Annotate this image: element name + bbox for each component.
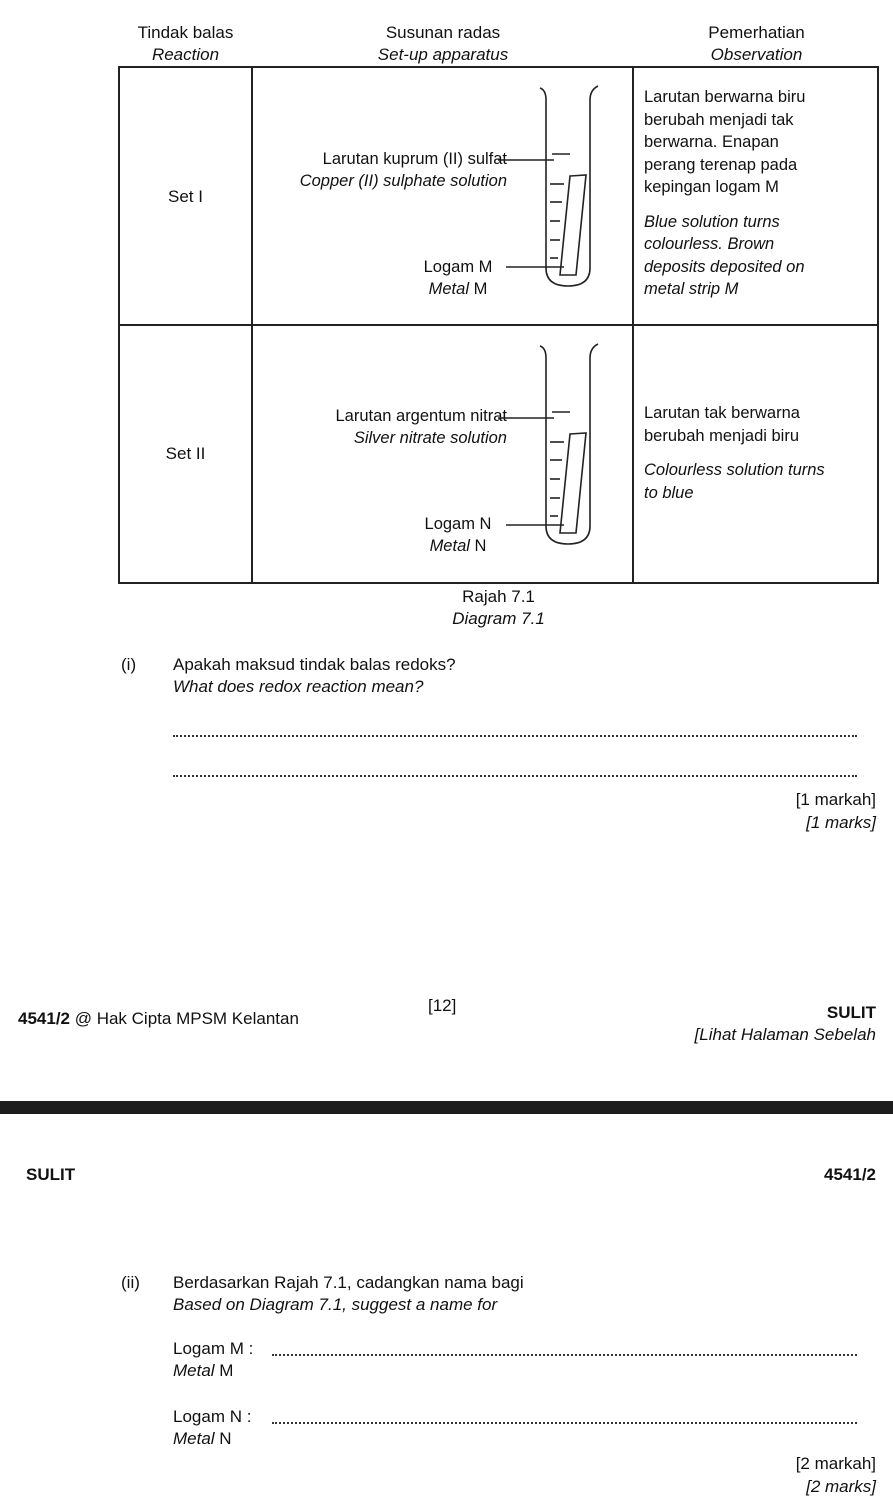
set-ii-label: Set II	[165, 444, 206, 463]
table-border-bottom	[118, 582, 879, 584]
q1-text: Apakah maksud tindak balas redoks? What does redox reaction mean?	[173, 655, 456, 696]
metal-m-prompt: Logam M : Metal M	[173, 1339, 254, 1380]
observation-set-ii: Larutan tak berwarna berubah menjadi biru Colourless solution turns to blue	[644, 404, 825, 502]
header-sulit: SULIT	[26, 1165, 76, 1184]
q1-answer-line-2[interactable]	[173, 775, 857, 777]
metal-strip-icon	[560, 433, 586, 533]
header-rule	[118, 66, 879, 68]
diagram-caption: Rajah 7.1 Diagram 7.1	[452, 587, 545, 628]
test-tube-diagram-set-ii	[488, 336, 628, 561]
q1-answer-line-1[interactable]	[173, 735, 857, 737]
page-break-band	[0, 1101, 893, 1114]
header-code: 4541/2	[824, 1165, 876, 1184]
header-setup: Susunan radas Set-up apparatus	[377, 23, 509, 64]
test-tube-diagram-set-i	[488, 78, 628, 303]
metal-label-set-i: Logam M Metal M	[423, 258, 493, 298]
metal-m-answer-line[interactable]	[272, 1354, 857, 1356]
reaction-table	[118, 22, 879, 584]
set-i-label: Set I	[168, 187, 203, 206]
header-observation: Pemerhatian Observation	[708, 23, 805, 64]
metal-n-prompt: Logam N : Metal N	[173, 1407, 252, 1448]
q2-marks: [2 markah] [2 marks]	[795, 1454, 876, 1496]
row-divider	[118, 324, 879, 326]
q2-number: (ii)	[121, 1273, 140, 1292]
q1-number: (i)	[121, 655, 137, 674]
footer-next-page: [Lihat Halaman Sebelah	[694, 1025, 876, 1044]
header-reaction: Tindak balas Reaction	[137, 23, 234, 64]
q2-text: Berdasarkan Rajah 7.1, cadangkan nama bagi Based on Diagram 7.1, suggest a name for	[173, 1273, 524, 1314]
metal-n-answer-line[interactable]	[272, 1422, 857, 1424]
footer-copyright: 4541/2 @ Hak Cipta MPSM Kelantan	[18, 1009, 299, 1028]
metal-strip-icon	[560, 175, 586, 275]
metal-label-set-ii: Logam N Metal N	[424, 515, 492, 555]
footer-sulit: SULIT	[826, 1003, 876, 1022]
solution-label-set-i: Larutan kuprum (II) sulfat Copper (II) sulphate solution	[299, 150, 507, 190]
q1-marks: [1 markah] [1 marks]	[795, 790, 876, 832]
solution-label-set-ii: Larutan argentum nitrat Silver nitrate solution	[335, 407, 507, 447]
observation-set-i: Larutan berwarna biru berubah menjadi tak berwarna. Enapan perang terenap pada kepingan logam M Blue solution turns colourless. Brown deposits deposited on metal strip M	[644, 88, 806, 298]
footer-page-number: [12]	[428, 996, 457, 1015]
